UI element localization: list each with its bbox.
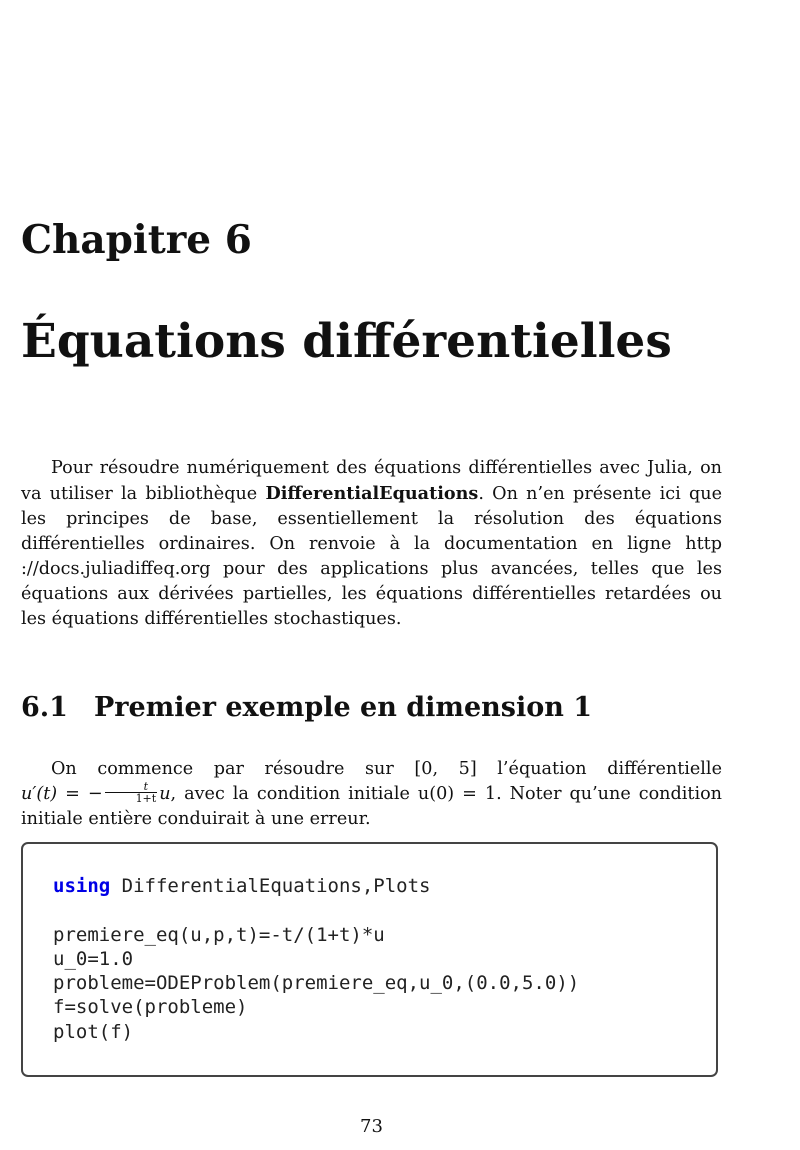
code-line-1: DifferentialEquations,Plots — [110, 875, 431, 897]
code-line-5: f=solve(probleme) — [53, 996, 248, 1019]
chapter-label: Chapitre 6 — [21, 217, 252, 263]
intro-paragraph — [21, 456, 722, 632]
interval-math: [0, 5] — [414, 759, 477, 779]
equation-rhs: u — [159, 784, 171, 804]
section-title: Premier exemple en dimension 1 — [93, 692, 593, 723]
chapter-title: Équations différentielles — [21, 314, 672, 369]
example-text-2: l’équation différentielle — [476, 759, 722, 779]
initial-condition-math: u(0) = 1 — [417, 784, 497, 804]
code-line-3: u_0=1.0 — [53, 947, 134, 970]
fraction-denominator: 1+t — [135, 791, 157, 805]
page-number: 73 — [360, 1116, 383, 1137]
equation-math — [21, 779, 171, 805]
code-keyword-using: using — [53, 875, 111, 897]
example-text-4: . Noter qu’une condition initiale entière conduirait à une erreur. — [21, 784, 723, 829]
code-block — [53, 874, 716, 1044]
equation-fraction — [105, 781, 158, 804]
code-line-4: probleme=ODEProblem(premiere_eq,u_0,(0.0,5.0)) — [53, 972, 580, 995]
section-number: 6.1 — [21, 692, 68, 723]
example-text-3: , avec la condition initiale — [170, 784, 418, 804]
code-line-6: plot(f) — [53, 1020, 134, 1043]
intro-text-2: . On n’en présente ici que les principes de base, essentiellement la résolution des équations différentielles ordinaires. On renvoie à la documentation en ligne http ://docs.juliadiffeq.org pour des applications plus avancées, telles que les équations aux dérivées partielles, les équations différentielles retardées ou les équations différentielles stochastiques. — [21, 484, 722, 629]
example-paragraph — [21, 757, 722, 832]
code-line-2: premiere_eq(u,p,t)=-t/(1+t)*u — [53, 923, 385, 946]
example-text-1: On commence par résoudre sur — [51, 759, 415, 779]
library-name: DifferentialEquations — [265, 483, 479, 504]
code-listing — [21, 842, 718, 1077]
section-heading — [21, 690, 592, 726]
equation-lhs: u′(t) = − — [21, 784, 103, 804]
fraction-numerator: t — [105, 781, 158, 793]
intro-text-1: Pour résoudre numériquement des équations différentielles avec Julia, on va utiliser la bibliothèque — [21, 458, 722, 504]
